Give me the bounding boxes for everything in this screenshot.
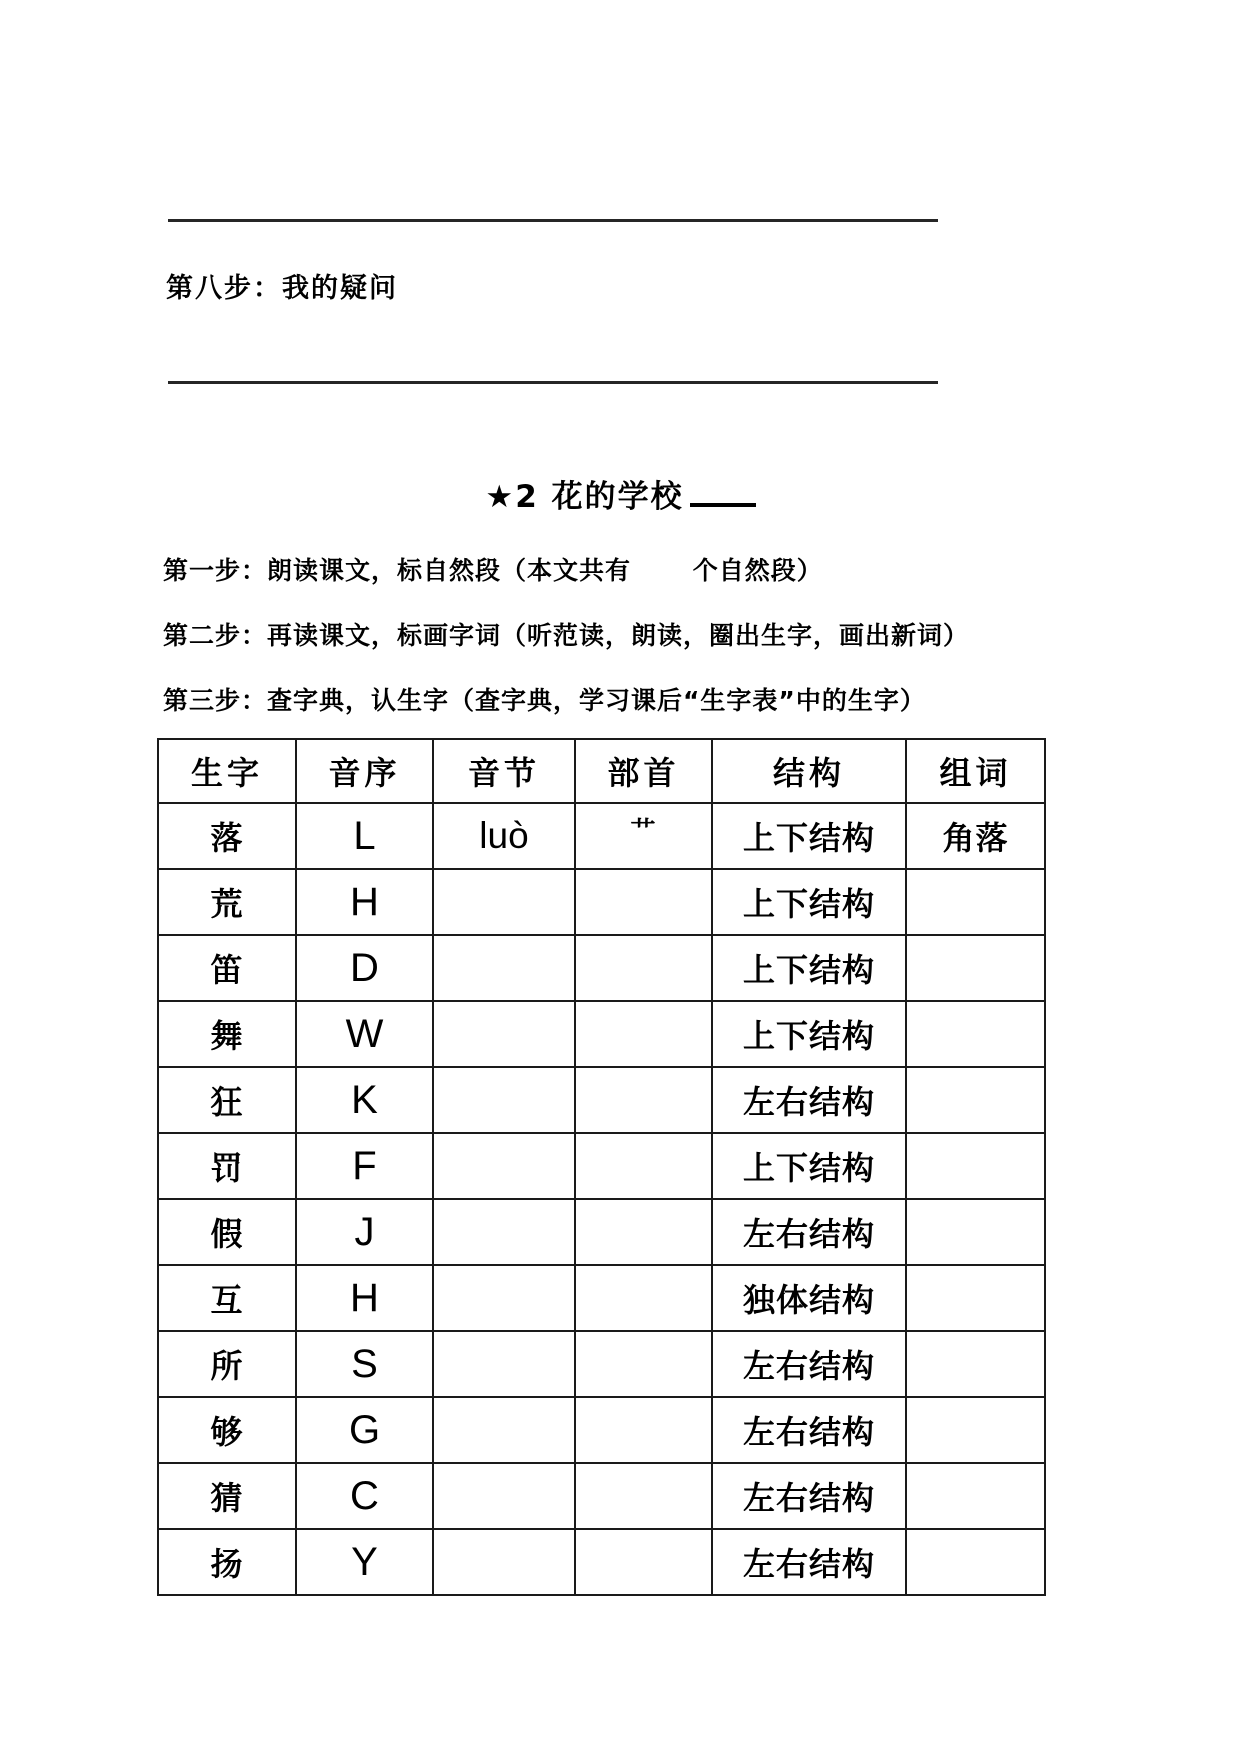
step8-heading: 第八步：我的疑问	[166, 273, 398, 304]
cell-radical	[575, 1331, 712, 1397]
cell-structure: 上下结构	[712, 1001, 906, 1067]
cell-radical	[575, 1067, 712, 1133]
cell-radical	[575, 1001, 712, 1067]
cell-new-character: 狂	[158, 1067, 296, 1133]
cell-word-group	[906, 869, 1045, 935]
cell-structure: 左右结构	[712, 1463, 906, 1529]
cell-new-character: 舞	[158, 1001, 296, 1067]
cell-word-group	[906, 1199, 1045, 1265]
cell-word-group	[906, 935, 1045, 1001]
cell-word-group	[906, 1001, 1045, 1067]
cell-syllable	[433, 869, 575, 935]
cell-structure: 左右结构	[712, 1067, 906, 1133]
cell-structure: 左右结构	[712, 1397, 906, 1463]
cell-pinyin-initial: J	[296, 1199, 433, 1265]
cell-word-group	[906, 1133, 1045, 1199]
table-row	[158, 1463, 1045, 1529]
cell-word-group: 角落	[906, 803, 1045, 869]
table-row	[158, 1397, 1045, 1463]
cell-structure: 左右结构	[712, 1331, 906, 1397]
cell-syllable	[433, 1331, 575, 1397]
cell-syllable	[433, 1199, 575, 1265]
cell-word-group	[906, 1397, 1045, 1463]
cell-pinyin-initial: D	[296, 935, 433, 1001]
cell-radical	[575, 1529, 712, 1595]
cell-new-character: 荒	[158, 869, 296, 935]
cell-new-character: 互	[158, 1265, 296, 1331]
cell-radical	[575, 1199, 712, 1265]
cell-new-character: 扬	[158, 1529, 296, 1595]
cell-new-character: 落	[158, 803, 296, 869]
cell-syllable	[433, 1463, 575, 1529]
cell-new-character: 笛	[158, 935, 296, 1001]
cell-syllable	[433, 1265, 575, 1331]
cell-syllable	[433, 1001, 575, 1067]
table-row	[158, 1529, 1045, 1595]
column-header-word-group: 组词	[906, 739, 1045, 803]
cell-word-group	[906, 1265, 1045, 1331]
cell-new-character: 猜	[158, 1463, 296, 1529]
cell-radical	[575, 869, 712, 935]
cell-pinyin-initial: K	[296, 1067, 433, 1133]
table-row	[158, 869, 1045, 935]
cell-new-character: 罚	[158, 1133, 296, 1199]
cell-syllable	[433, 1067, 575, 1133]
cell-pinyin-initial: H	[296, 1265, 433, 1331]
cell-structure: 左右结构	[712, 1529, 906, 1595]
cell-word-group	[906, 1529, 1045, 1595]
cell-new-character: 所	[158, 1331, 296, 1397]
cell-pinyin-initial: F	[296, 1133, 433, 1199]
cell-pinyin-initial: H	[296, 869, 433, 935]
cell-radical	[575, 1265, 712, 1331]
cell-new-character: 假	[158, 1199, 296, 1265]
table-row	[158, 1001, 1045, 1067]
table-row	[158, 1265, 1045, 1331]
cell-syllable	[433, 1133, 575, 1199]
character-study-table	[157, 738, 1046, 1596]
horizontal-rule-bottom	[168, 381, 938, 384]
cell-structure: 上下结构	[712, 935, 906, 1001]
column-header-radical: 部首	[575, 739, 712, 803]
lesson-title-text: ★2 花的学校	[485, 479, 684, 515]
cell-pinyin-initial: Y	[296, 1529, 433, 1595]
step2-instruction: 第二步：再读课文，标画字词（听范读，朗读，圈出生字，画出新词）	[163, 621, 970, 650]
cell-word-group	[906, 1331, 1045, 1397]
cell-radical	[575, 1397, 712, 1463]
column-header-new-character: 生字	[158, 739, 296, 803]
cell-structure: 上下结构	[712, 1133, 906, 1199]
table-body	[158, 803, 1045, 1595]
lesson-title	[0, 471, 1241, 516]
table-row	[158, 1067, 1045, 1133]
cell-syllable	[433, 935, 575, 1001]
table-row	[158, 935, 1045, 1001]
table-header-row	[158, 739, 1045, 803]
cell-syllable: luò	[433, 803, 575, 869]
cell-pinyin-initial: S	[296, 1331, 433, 1397]
cell-syllable	[433, 1529, 575, 1595]
cell-radical	[575, 1133, 712, 1199]
column-header-syllable: 音节	[433, 739, 575, 803]
cell-structure: 左右结构	[712, 1199, 906, 1265]
cell-structure: 独体结构	[712, 1265, 906, 1331]
cell-radical	[575, 935, 712, 1001]
step3-instruction: 第三步：查字典，认生字（查字典，学习课后“生字表”中的生字）	[163, 686, 926, 715]
column-header-pinyin-initial: 音序	[296, 739, 433, 803]
cell-structure: 上下结构	[712, 803, 906, 869]
step1-instruction: 第一步：朗读课文，标自然段（本文共有 个自然段）	[163, 556, 823, 585]
cell-structure: 上下结构	[712, 869, 906, 935]
cell-syllable	[433, 1397, 575, 1463]
cell-word-group	[906, 1067, 1045, 1133]
title-blank-underline	[690, 473, 756, 507]
cell-pinyin-initial: L	[296, 803, 433, 869]
cell-new-character: 够	[158, 1397, 296, 1463]
cell-pinyin-initial: C	[296, 1463, 433, 1529]
cell-pinyin-initial: G	[296, 1397, 433, 1463]
column-header-structure: 结构	[712, 739, 906, 803]
table-row	[158, 803, 1045, 869]
table-row	[158, 1199, 1045, 1265]
cell-pinyin-initial: W	[296, 1001, 433, 1067]
cell-word-group	[906, 1463, 1045, 1529]
cell-radical	[575, 1463, 712, 1529]
table-row	[158, 1331, 1045, 1397]
cell-radical: 艹	[575, 803, 712, 869]
horizontal-rule-top	[168, 219, 938, 222]
table-row	[158, 1133, 1045, 1199]
